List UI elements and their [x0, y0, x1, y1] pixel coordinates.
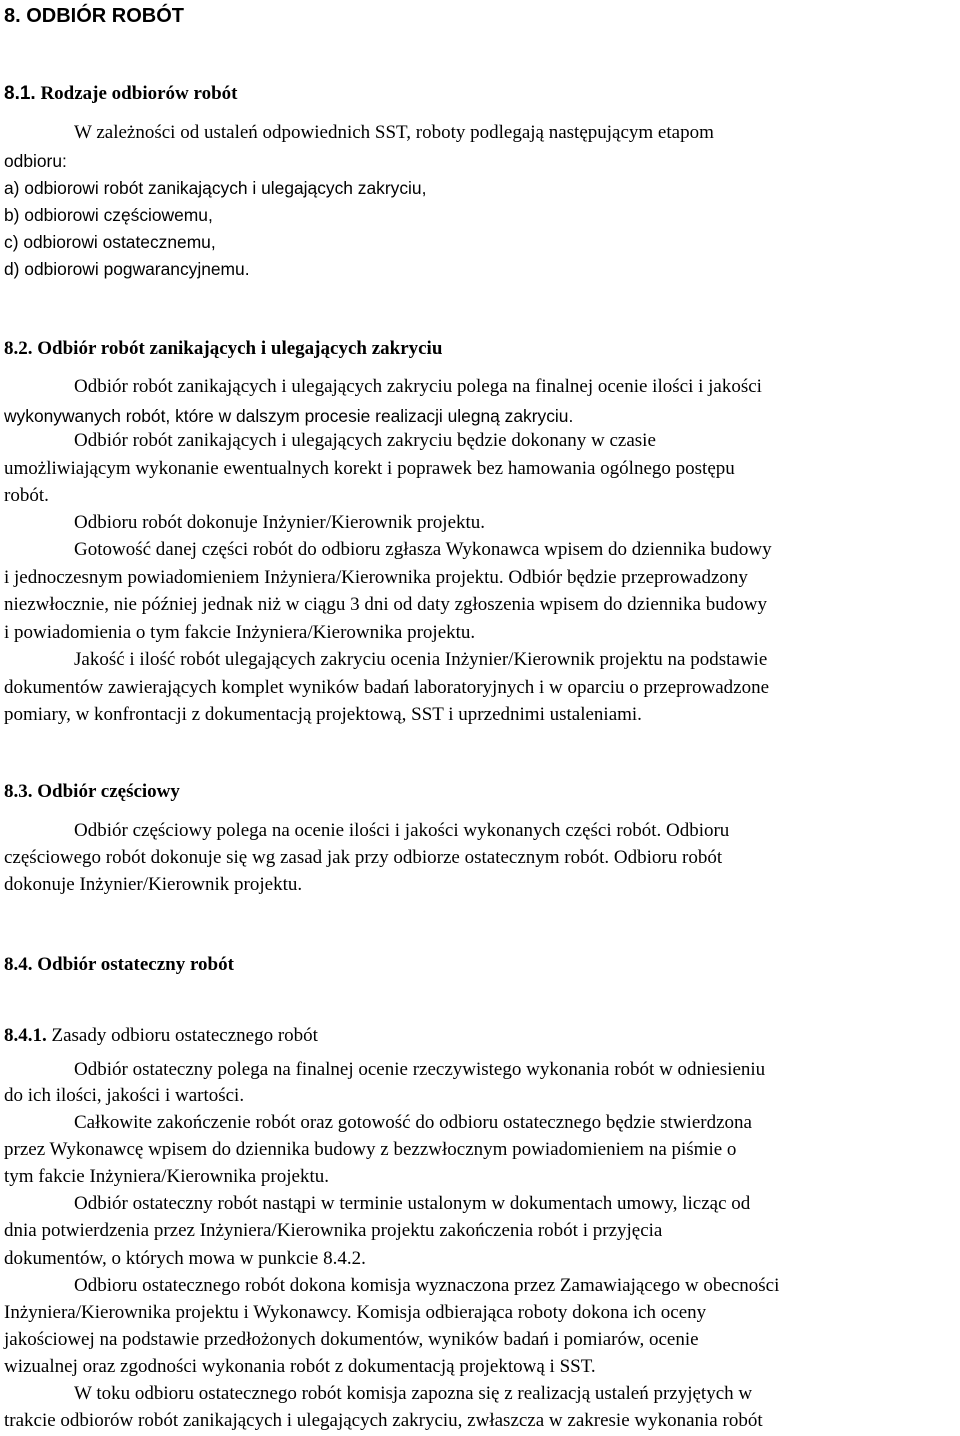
- paragraph-line: W zależności od ustaleń odpowiednich SST, roboty podlegają następującym etapom: [74, 122, 714, 143]
- list-item: c) odbiorowi ostatecznemu,: [4, 232, 216, 252]
- section-number: 8.4.1.: [4, 1025, 47, 1046]
- paragraph-line: wykonywanych robót, które w dalszym procesie realizacji ulegną zakryciu.: [4, 406, 574, 426]
- paragraph-line: Odbiór robót zanikających i ulegających zakryciu polega na finalnej ocenie ilości i jakości: [74, 376, 762, 397]
- section-heading-8-3: 8.3. Odbiór częściowy: [4, 781, 180, 802]
- list-item: a) odbiorowi robót zanikających i ulegających zakryciu,: [4, 178, 427, 198]
- paragraph-line: Inżyniera/Kierownika projektu i Wykonawcy. Komisja odbierająca roboty dokona ich oceny: [4, 1302, 707, 1323]
- paragraph-line: Jakość i ilość robót ulegających zakryciu ocenia Inżynier/Kierownik projektu na podstawie: [74, 649, 768, 670]
- paragraph-line: wizualnej oraz zgodności wykonania robót z dokumentacją projektową i SST.: [4, 1356, 596, 1377]
- list-item: b) odbiorowi częściowemu,: [4, 205, 213, 225]
- paragraph-line: dokumentów zawierających komplet wyników badań laboratoryjnych i w oparciu o przeprowadzone: [4, 677, 770, 698]
- section-heading-8: 8. ODBIÓR ROBÓT: [4, 5, 185, 27]
- paragraph-line: robót.: [4, 485, 49, 506]
- paragraph-line: przez Wykonawcę wpisem do dziennika budowy z bezzwłocznym powiadomieniem na piśmie o: [4, 1139, 737, 1160]
- paragraph-line: częściowego robót dokonuje się wg zasad jak przy odbiorze ostatecznym robót. Odbioru robót: [4, 847, 723, 868]
- paragraph-line: do ich ilości, jakości i wartości.: [4, 1085, 245, 1106]
- section-number: 8.1.: [4, 83, 36, 104]
- section-heading-8-4-1: [4, 1025, 318, 1047]
- paragraph-line: Odbiór częściowy polega na ocenie ilości i jakości wykonanych części robót. Odbioru: [74, 820, 730, 841]
- paragraph-line: trakcie odbiorów robót zanikających i ulegających zakryciu, zwłaszcza w zakresie wykonania robót: [4, 1410, 763, 1431]
- paragraph-line: jakościowej na podstawie przedłożonych dokumentów, wyników badań i pomiarów, ocenie: [4, 1329, 699, 1350]
- section-title: Zasady odbioru ostatecznego robót: [51, 1025, 318, 1046]
- list-item: d) odbiorowi pogwarancyjnemu.: [4, 259, 250, 279]
- paragraph-line: Odbioru robót dokonuje Inżynier/Kierownik projektu.: [74, 512, 486, 533]
- paragraph-line: i powiadomienia o tym fakcie Inżyniera/Kierownika projektu.: [4, 622, 476, 643]
- paragraph-line: dokonuje Inżynier/Kierownik projektu.: [4, 874, 303, 895]
- paragraph-line: Odbiór ostateczny robót nastąpi w terminie ustalonym w dokumentach umowy, licząc od: [74, 1193, 751, 1214]
- paragraph-line: Odbiór robót zanikających i ulegających zakryciu będzie dokonany w czasie: [74, 430, 656, 451]
- paragraph-line: odbioru:: [4, 151, 67, 171]
- paragraph-line: Gotowość danej części robót do odbioru zgłasza Wykonawca wpisem do dziennika budowy: [74, 539, 772, 560]
- paragraph-line: W toku odbioru ostatecznego robót komisja zapozna się z realizacją ustaleń przyjętych w: [74, 1383, 753, 1404]
- paragraph-line: Odbiór ostateczny polega na finalnej ocenie rzeczywistego wykonania robót w odniesieniu: [74, 1059, 766, 1080]
- section-heading-8-2: 8.2. Odbiór robót zanikających i ulegających zakryciu: [4, 338, 443, 359]
- paragraph-line: dokumentów, o których mowa w punkcie 8.4.2.: [4, 1248, 366, 1269]
- paragraph-line: umożliwiającym wykonanie ewentualnych korekt i poprawek bez hamowania ogólnego postępu: [4, 458, 735, 479]
- paragraph-line: Całkowite zakończenie robót oraz gotowość do odbioru ostatecznego będzie stwierdzona: [74, 1112, 752, 1133]
- section-heading-8-1: [4, 83, 238, 105]
- section-heading-8-4: 8.4. Odbiór ostateczny robót: [4, 954, 234, 975]
- paragraph-line: pomiary, w konfrontacji z dokumentacją projektową, SST i uprzednimi ustaleniami.: [4, 704, 642, 725]
- paragraph-line: Odbioru ostatecznego robót dokona komisja wyznaczona przez Zamawiającego w obecności: [74, 1275, 780, 1296]
- paragraph-line: niezwłocznie, nie później jednak niż w ciągu 3 dni od daty zgłoszenia wpisem do dziennika budowy: [4, 594, 767, 615]
- section-title: Rodzaje odbiorów robót: [40, 83, 238, 104]
- paragraph-line: i jednoczesnym powiadomieniem Inżyniera/Kierownika projektu. Odbiór będzie przeprowadzony: [4, 567, 748, 588]
- paragraph-line: dnia potwierdzenia przez Inżyniera/Kierownika projektu zakończenia robót i przyjęcia: [4, 1220, 663, 1241]
- paragraph-line: tym fakcie Inżyniera/Kierownika projektu.: [4, 1166, 329, 1187]
